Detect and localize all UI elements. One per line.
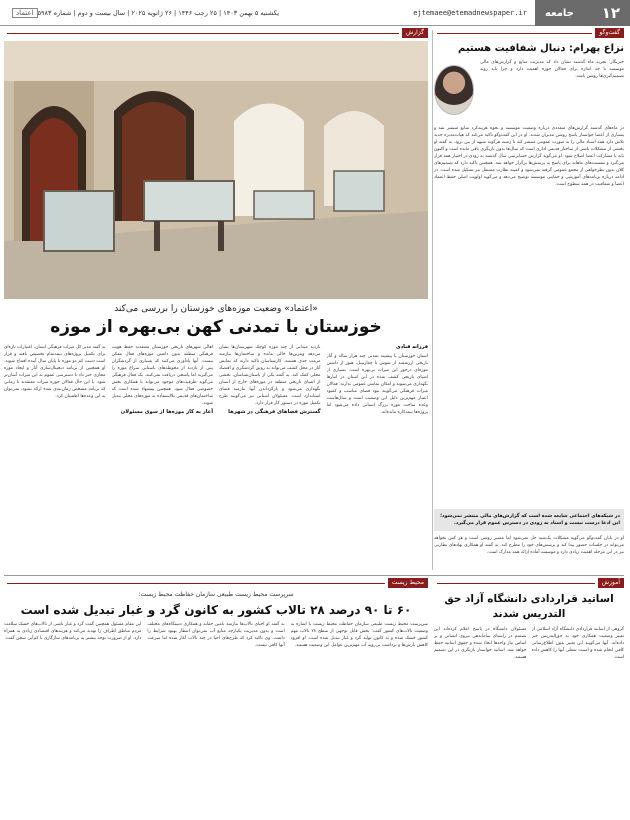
report-kicker [4, 28, 428, 38]
report-paragraph: استان خوزستان با پیشینه تمدنی چند هزار ساله و آثار تاریخی ارزشمند از شوش تا چغازنبیل، هنوز از داشتن موزه‌ای درخور این میراث بی‌بهره است. بسیاری از اشیای تاریخی کشف شده در این استان در انبارها نگهداری می‌شوند و امکان نمایش عمومی ندارند. فعالان میراث فرهنگی می‌گویند نبود فضای مناسب و کمبود اعتبار مهم‌ترین دلیل این وضعیت است و سال‌هاست وعده ساخت موزه بزرگ استانی داده می‌شود اما پروژه‌ها نیمه‌کاره مانده‌اند. [326, 354, 428, 415]
section-tab [535, 0, 630, 26]
wetlands-column-2: به گفته او احیای تالاب‌ها نیازمند تامین حقابه و همکاری دستگاه‌های مختلف است و بدون مدیریت یکپارچه منابع آب نمی‌توان انتظار بهبود شرایط را داشت. وی تاکید کرد که طرح‌های احیا در چند تالاب آغاز شده اما سرعت آنها کافی نیست. [147, 622, 285, 648]
column-divider [432, 30, 433, 570]
kicker-rule [7, 583, 385, 584]
wetlands-subhead: سرپرست محیط زیست طبیعی سازمان حفاظت محیط زیست: [138, 591, 294, 598]
kicker-label: محیط زیست [388, 578, 428, 588]
report-subheading: گسترش فضاهای فرهنگی در شهرها [228, 409, 321, 415]
kicker-rule [7, 33, 399, 34]
report-column-3 [112, 344, 214, 590]
dateline-strip [0, 0, 535, 26]
museum-report [4, 28, 428, 574]
wetlands-kicker [4, 578, 428, 588]
newspaper-logo: اعتماد [12, 8, 38, 18]
report-paragraph: اهالی شهرهای تاریخی خوزستان معتقدند حفظ هویت فرهنگی منطقه بدون داشتن موزه‌های فعال ممکن نیست. آنها یادآوری می‌کنند که بسیاری از گردشگران پس از بازدید از محوطه‌های باستانی سراغ موزه را می‌گیرند اما پاسخی دریافت نمی‌کنند. یک فعال فرهنگی می‌گوید ظرفیت‌های موجود می‌تواند با همکاری بخش خصوصی فعال شود. همچنین پیشنهاد شده است که ساختمان‌های قدیمی بلااستفاده به موزه‌های محلی تبدیل شوند. [111, 345, 213, 406]
report-paragraph: بازدید میدانی از چند موزه کوچک شهرستان‌ها نشان می‌دهد ویترین‌ها خالی مانده و ساختمان‌ها نیازمند مرمت جدی هستند. کارشناسان تاکید دارند که نمایش آثار در محل کشف می‌تواند به رونق گردشگری و اقتصاد محلی کمک کند. به گفته یکی از باستان‌شناسان، بخشی از اشیای تاریخی منطقه در موزه‌های خارج از استان نگهداری می‌شود و بازگرداندن آنها نیازمند فضای استاندارد است. مسئولان استانی نیز می‌گویند طرح تکمیل موزه در دستور کار قرار دارد. [219, 345, 321, 406]
university-headline: اساتید قراردادی دانشگاه آزاد حق التدریس شدند [444, 593, 614, 620]
kicker-label: گفت‌وگو [595, 28, 624, 38]
kicker-label: گزارش [402, 28, 428, 38]
wetlands-column-3: این مقام مسئول همچنین گفت گرد و غبار ناشی از تالاب‌های خشک سلامت مردم مناطق اطراف را تهدید می‌کند و هزینه‌های اقتصادی زیادی به همراه دارد. او از ضرورت توجه بیشتر به برنامه‌های سازگاری با کم‌آبی سخن گفت. [4, 622, 142, 641]
report-column-1 [327, 344, 429, 590]
section-name: جامعه [545, 7, 574, 19]
report-column-4 [4, 344, 106, 590]
report-body [4, 344, 428, 590]
university-column-2: مسئولان دانشگاه در پاسخ اعلام کرده‌اند این تصمیم در راستای ساماندهی نیروی انسانی و بر اساس نیاز واحدها اتخاذ شده و حقوق اساتید حفظ خواهد شد. اساتید خواستار بازنگری در این تصمیم هستند. [434, 627, 527, 660]
report-headline: خوزستان با تمدنی کهن بی‌بهره از موزه [50, 317, 382, 337]
interview-intro: خبرنگار: تجربه ماه گذشته نشان داد که مدیریت منابع و گزارش‌های مالی موسسه تا چه اندازه برای فعالان حوزه اهمیت دارد و چرا باید روند تصمیم‌گیری‌ها روشن باشد. [480, 60, 624, 79]
museum-interior-photo [4, 41, 428, 299]
report-subhead: «اعتماد» وضعیت موزه‌های خوزستان را بررسی می‌کند [114, 304, 318, 314]
issue-dateline: یکشنبه ۵ بهمن ۱۴۰۳ | ۲۵ رجب ۱۴۴۶ | ۲۶ ژانویه ۲۰۲۵ | سال بیست و دوم | شماره ۵۹۸۳ [37, 8, 280, 17]
wetlands-column-1: سرپرست محیط زیست طبیعی سازمان حفاظت محیط زیست با اشاره به وضعیت تالاب‌های کشور گفت: بخش قابل توجهی از سطح ۲۸ تالاب مهم کشور خشک شده و به کانون تولید گرد و غبار تبدیل شده است. او افزود کاهش بارش‌ها و برداشت بی‌رویه آب مهم‌ترین عوامل این وضعیت هستند. [290, 622, 428, 648]
university-body [434, 626, 624, 820]
interview-body-continued: او در پایان گفت‌وگو می‌گوید مشکلات یک‌شبه حل نمی‌شود اما مسیر روشن است و هر کس بخواهد می‌تواند در جلسات حضور پیدا کند و پرسش‌های خود را مطرح کند. به گفته او همکاری نهادهای نظارتی نیز در این مرحله اهمیت زیادی دارد و موسسه آماده ارائه همه مدارک است. [434, 536, 624, 555]
wetlands-body [4, 621, 428, 820]
wetlands-headline: ۶۰ تا ۹۰ درصد ۲۸ تالاب کشور به کانون گرد و غبار تبدیل شده است [20, 603, 412, 617]
kicker-rule [437, 583, 595, 584]
interviewee-portrait [434, 65, 474, 115]
museum-photo-illustration [4, 41, 428, 299]
kicker-rule [437, 33, 592, 34]
masthead-bar [0, 0, 630, 26]
report-paragraph: به گفته مدیر کل میراث فرهنگی استان، اعتبارات تازه‌ای برای تکمیل پروژه‌های نیمه‌تمام تخصیص یافته و قرار است دست کم دو موزه تا پایان سال آینده افتتاح شوند. او همچنین از برنامه دیجیتال‌سازی آثار و ایجاد موزه مجازی خبر داد تا دسترسی عموم به این میراث آسان‌تر شود. با این حال فعالان حوزه میراث معتقدند تا زمانی که برنامه مشخص زمان‌بندی شده ارائه نشود، نمی‌توان به این وعده‌ها اطمینان کرد. [4, 345, 106, 399]
interview-title: نزاع پهرام: دنبال شفافیت هستیم [457, 43, 624, 54]
university-article [434, 578, 624, 814]
page-number: ۱۲ [601, 4, 620, 22]
wetlands-article [4, 578, 428, 814]
kicker-label: آموزش [598, 578, 624, 588]
university-column-1: گروهی از اساتید قراردادی دانشگاه آزاد اسلامی از تغییر وضعیت همکاری خود به حق‌التدریس خبر داده‌اند. آنها می‌گویند این تغییر بدون اطلاع‌رسانی کافی انجام شده و امنیت شغلی آنها را کاهش داده است. [531, 627, 624, 660]
report-byline: فرزانه قبادی [396, 344, 428, 350]
university-kicker [434, 578, 624, 588]
report-column-2 [219, 344, 321, 590]
interview-pull-quote: در شبکه‌های اجتماعی شایعه شده است که گزارش‌های مالی منتشر نمی‌شود؛ این ادعا درست نیست و اسناد به زودی در دسترس عموم قرار می‌گیرد. [434, 509, 624, 531]
interview-article [434, 28, 624, 574]
interview-header [434, 59, 624, 121]
report-subheading: آغاز به کار موزه‌ها از سوی مسئولان [120, 409, 213, 415]
section-email[interactable]: ejtemaee@etemadnewspaper.ir [413, 8, 527, 17]
interview-body: در ماه‌های گذشته گزارش‌های متعددی درباره وضعیت موسسه و نحوه هزینه‌کرد منابع منتشر شد و بسیاری از اعضا خواستار پاسخ روشن مدیران شدند. او در این گفت‌وگو تاکید می‌کند که هیات‌مدیره جدید تلاش دارد همه اسناد مالی را به صورت عمومی منتشر کند تا زمینه هرگونه شبهه از بین برود. به گفته او بخشی از مشکلات ناشی از ساختار قدیمی اداری است که سال‌ها بدون بازنگری باقی مانده است و اکنون باید با مشارکت اعضا اصلاح شود. او می‌گوید گزارش حسابرسی سال گذشته به زودی در اختیار همه قرار می‌گیرد و نشست‌های ماهانه برای پاسخ به پرسش‌ها برگزار خواهد شد. همچنین تاکید دارد که تصمیم‌های کلان بدون نظرخواهی از مجمع عمومی گرفته نمی‌شود و کمیته نظارت مستقل نیز تشکیل شده است. در ادامه درباره برنامه‌های آموزشی و حمایتی موسسه توضیح می‌دهد و می‌گوید اولویت اصلی حفظ اعتماد اعضا و شفافیت در همه سطوح است. [434, 126, 624, 187]
interview-kicker [434, 28, 624, 38]
